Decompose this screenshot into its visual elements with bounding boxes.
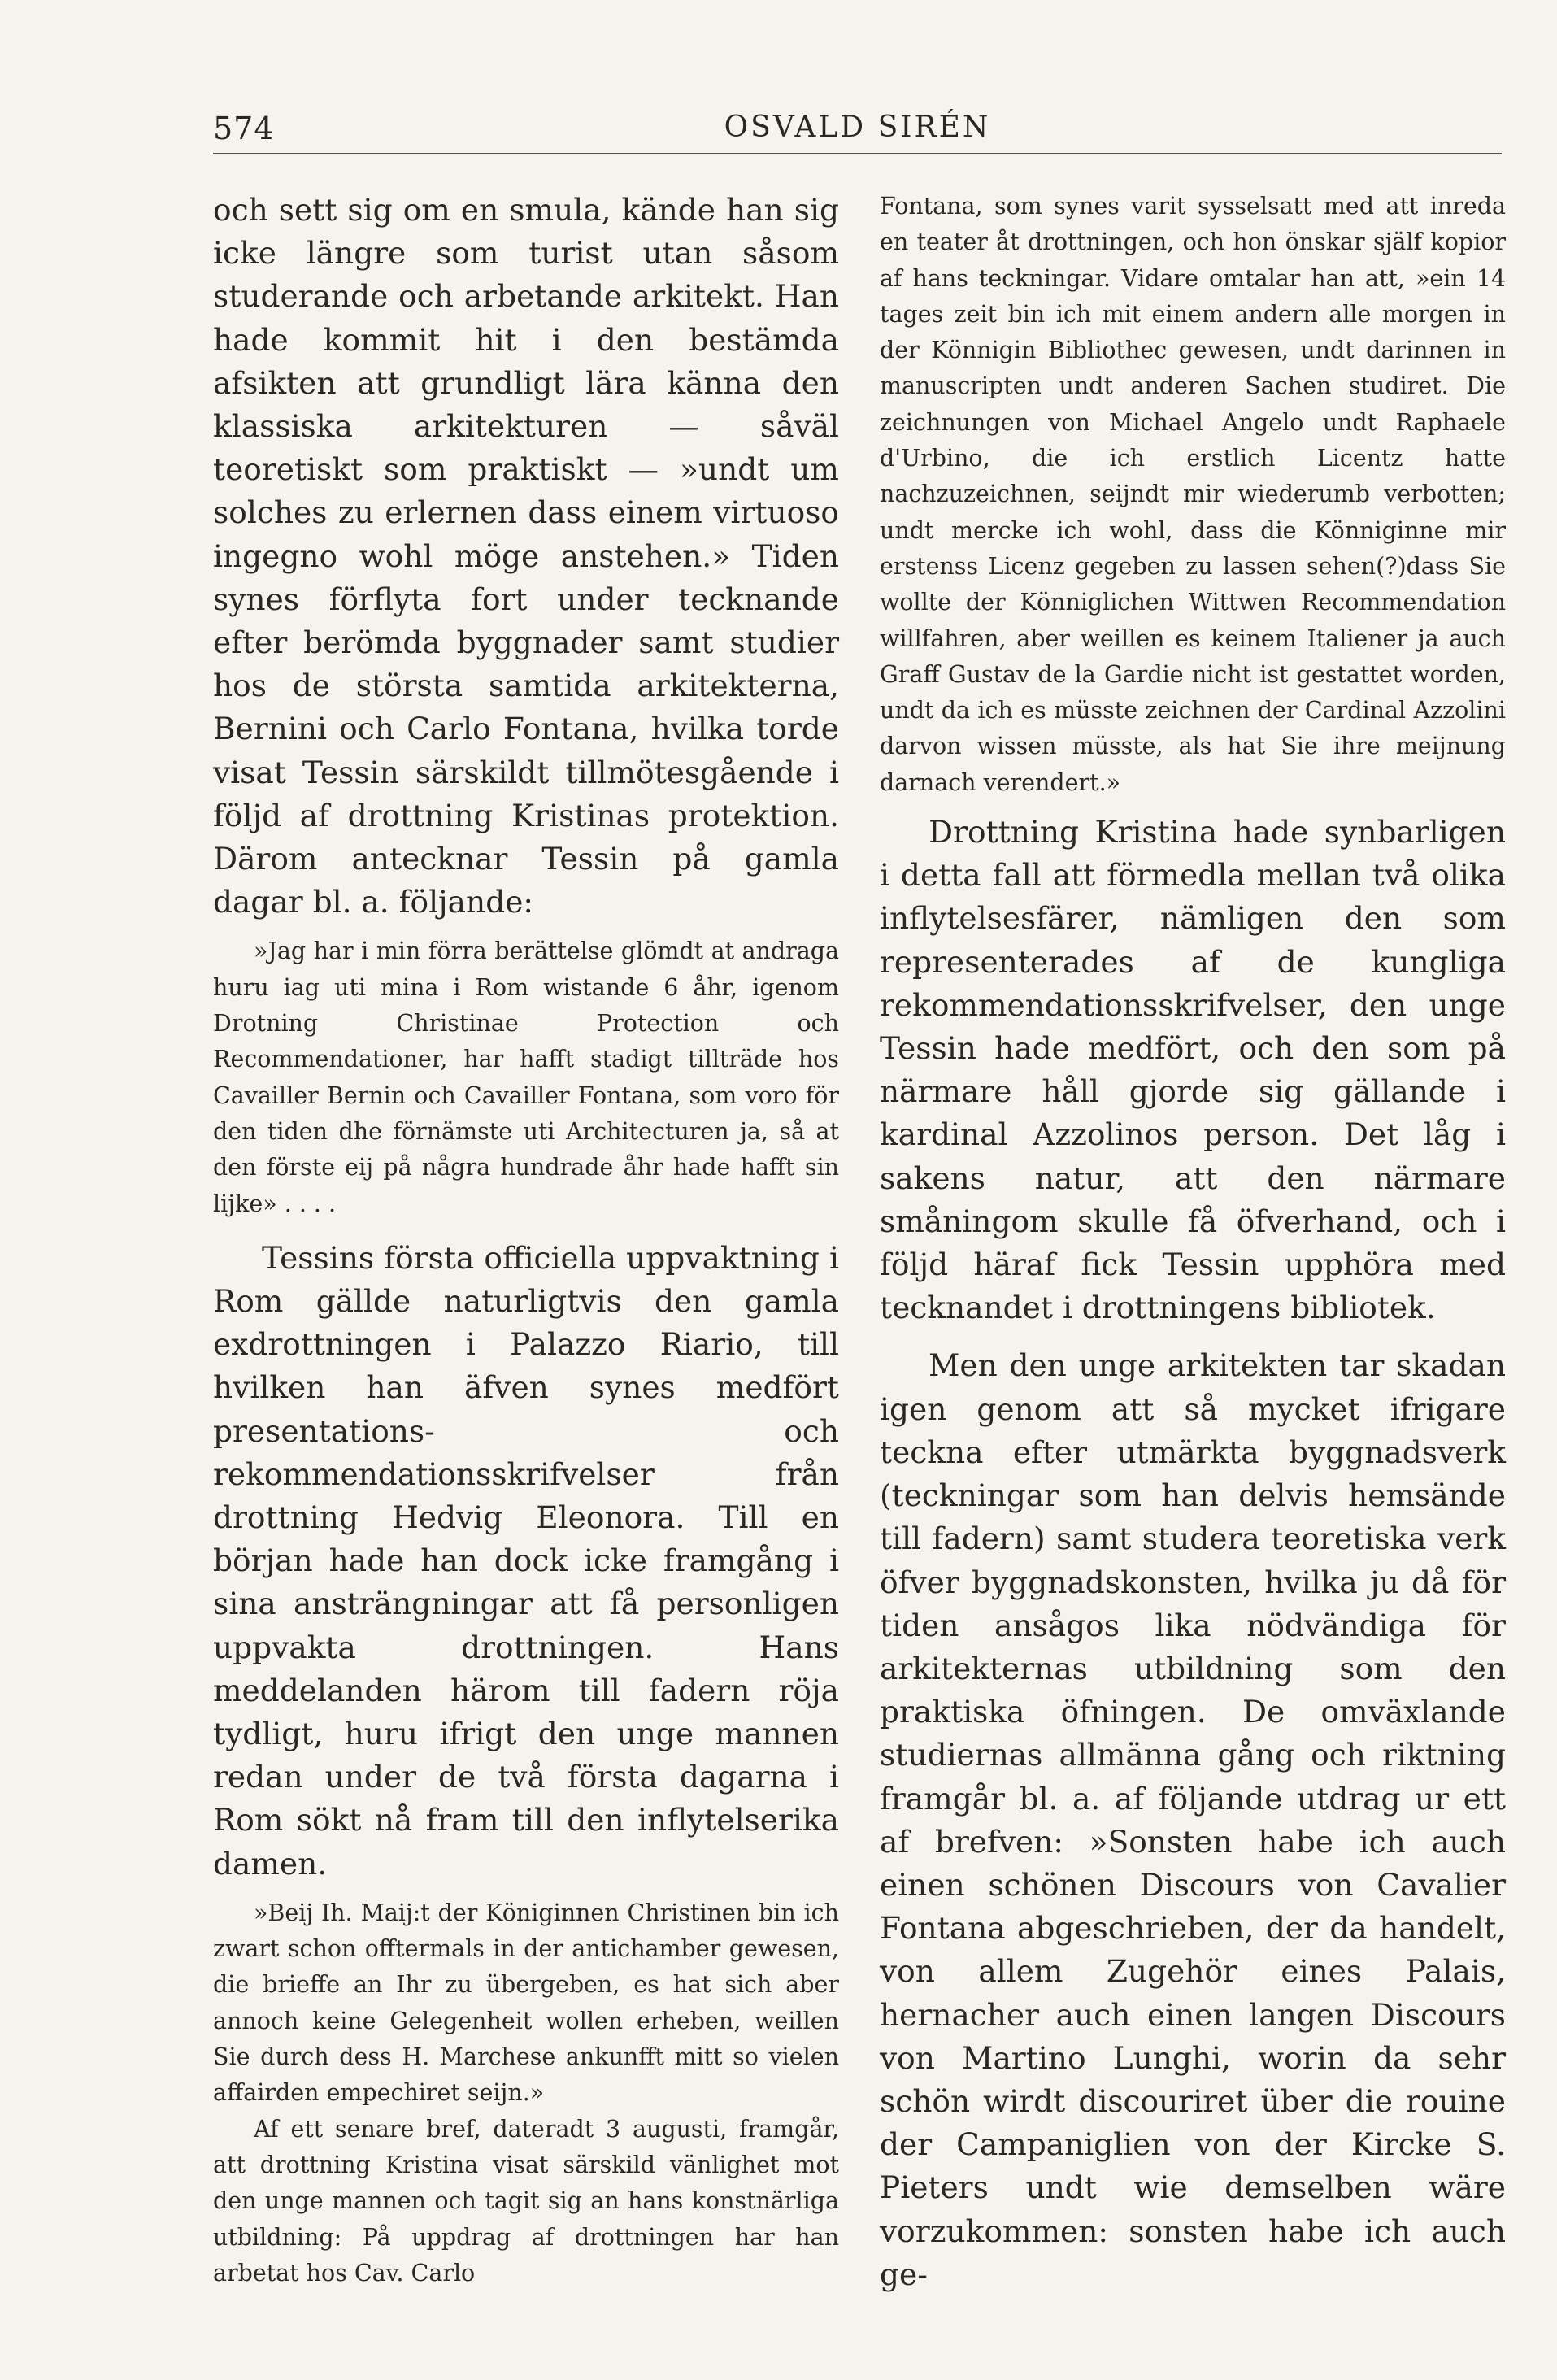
right-paragraph-2: Men den unge arkitekten tar skadan igen genom att så mycket ifrigare teckna efter utmärkta byggnadsverk (teckningar som han delvis hemsände till fadern) samt studera teoretiska verk öfver byggnadskonsten, hvilka ju då för tiden ansågos lika nödvändiga för arkitekternas utbildning som den praktiska öfningen. De omväxlande studiernas allmänna gång och riktning framgår bl. a. af följande utdrag ur ett af brefven: »Sonsten habe ich auch einen schönen Discours von Cavalier Fontana abgeschrieben, der da handelt, von allem Zugehör eines Palais, hernacher auch einen langen Discours von Martino Lunghi, worin da sehr schön wirdt discouriret über die rouine der Campaniglien von der Kircke S. Pieters undt wie demselben wäre vorzukommen: sonsten habe ich auch ge- bbox=[880, 1347, 1506, 2292]
right-column bbox=[880, 189, 1506, 2296]
page-header bbox=[213, 104, 1502, 154]
right-paragraph-1: Drottning Kristina hade synbarligen i detta fall att förmedla mellan två olika inflytelsesfärer, nämligen den som representerades af de kungliga rekommendationsskrifvelser, den unge Tessin hade medfört, och den som på närmare håll gjorde sig gällande i kardinal Azzolinos person. Det låg i sakens natur, att den närmare småningom skulle få öfverhand, och i följd häraf fick Tessin upphöra med tecknandet i drottningens bibliotek. bbox=[880, 814, 1506, 1326]
left-quote-2: »Beij Ih. Maij:t der Königinnen Christinen bin ich zwart schon offtermals in der antichamber gewesen, die brieffe an Ihr zu übergeben, es hat sich aber annoch keine Gelegenheit wollen erheben, weillen Sie durch dess H. Marchese ankunfft mitt so vielen affairden empechiret seijn.» bbox=[213, 1899, 839, 2107]
left-quote-1: »Jag har i min förra berättelse glömdt at andraga huru iag uti mina i Rom wistande 6 åhr, igenom Drotning Christinae Protection och Recommendationer, har hafft stadigt tillträde hos Cavailler Bernin och Cavailler Fontana, som voro för den tiden dhe förnämste uti Architecturen ja, så at den förste eij på några hundrade åhr hade hafft sin lijke» . . . . bbox=[213, 938, 839, 1217]
left-quote-3: Af ett senare bref, dateradt 3 augusti, framgår, att drottning Kristina visat särskild vänlighet mot den unge mannen och tagit sig an hans konstnärliga utbildning: På uppdrag af drottningen har han arbetat hos Cav. Carlo bbox=[213, 2115, 839, 2286]
running-title: OSVALD SIRÉN bbox=[724, 111, 991, 144]
left-paragraph-2: Tessins första officiella uppvaktning i Rom gällde naturligtvis den gamla exdrottningen i Palazzo Riario, till hvilken han äfven synes medfört presentations- och rekommendationsskrifvelser från drottning Hedvig Eleonora. Till en början hade han dock icke framgång i sina ansträngningar att få personligen uppvakta drottningen. Hans meddelanden härom till fadern röja tydligt, huru ifrigt den unge mannen redan under de två första dagarna i Rom sökt nå fram till den inflytelserika damen. bbox=[213, 1239, 839, 1882]
left-column bbox=[213, 189, 839, 2291]
page-number: 574 bbox=[213, 111, 275, 146]
left-paragraph-1: och sett sig om en smula, kände han sig icke längre som turist utan såsom studerande och arbetande arkitekt. Han hade kommit hit i den bestämda afsikten att grundligt lära känna den klassiska arkitekturen — såväl teoretiskt som praktiskt — »undt um solches zu erlernen dass einem virtuoso ingegno wohl möge anstehen.» Tiden synes förflyta fort under tecknande efter berömda byggnader samt studier hos de största samtida arkitekterna, Bernini och Carlo Fontana, hvilka torde visat Tessin särskildt tillmötesgående i följd af drottning Kristinas protektion. Därom antecknar Tessin på gamla dagar bl. a. följande: bbox=[213, 192, 839, 920]
right-quote-continuation: Fontana, som synes varit sysselsatt med att inreda en teater åt drottningen, och hon önskar själf kopior af hans teckningar. Vidare omtalar han att, »ein 14 tages zeit bin ich mit einem andern alle morgen in der Könnigin Bibliothec gewesen, undt darinnen in manuscripten undt anderen Sachen studiret. Die zeichnungen von Michael Angelo undt Raphaele d'Urbino, die ich erstlich Licentz hatte nachzuzeichnen, seijndt mir wiederumb verbotten; undt mercke ich wohl, dass die Könniginne mir erstenss Licenz gegeben zu lassen sehen(?)dass Sie wollte der Könniglichen Wittwen Recommendation willfahren, aber weillen es keinem Italiener ja auch Graff Gustav de la Gardie nicht ist gestattet worden, undt da ich es müsste zeichnen der Cardinal Azzolini darvon wissen müsste, als hat Sie ihre meijnung darnach verendert.» bbox=[880, 193, 1506, 796]
